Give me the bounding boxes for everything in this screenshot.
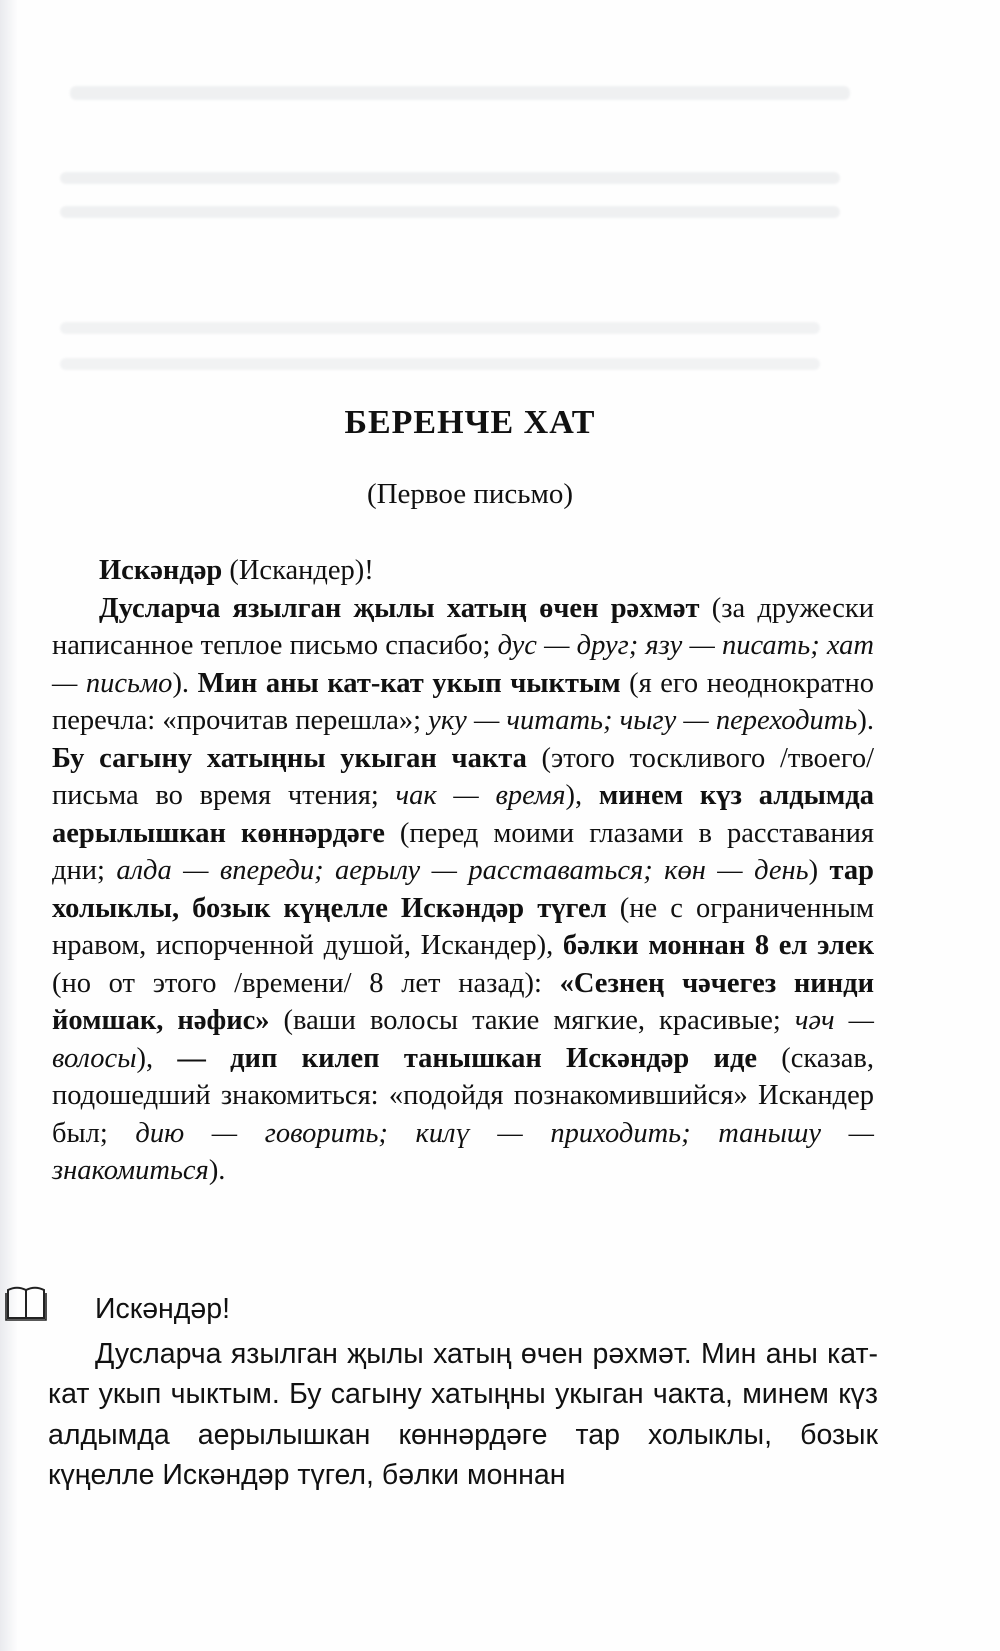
chapter-subtitle: (Первое письмо) [366,478,574,510]
vocabulary-gloss: чак — время [395,780,566,811]
translation-text: (сказав, подошедший знакомиться: «подойдя познакомившийся» Искандер был; [52,1042,874,1149]
tatar-phrase: Мин аны кат-кат укып чыктым [197,667,621,699]
translation-text: ). [857,705,874,736]
tatar-phrase: Дусларча язылган җылы хатың өчен рәхмәт [99,592,700,624]
translation-text: (ваши волосы такие мягкие, красивые; [269,1005,795,1036]
annotated-text [52,552,874,1190]
translation-text: (но от этого /времени/ 8 лет назад): [52,967,560,999]
bleed-through-line [60,322,820,334]
open-book-icon [4,1282,50,1322]
bleed-through-line [70,86,850,100]
tatar-phrase: тар холыклы, бозык күңелле Искәндәр түгел [52,855,874,924]
tatar-phrase: минем күз алдымда аерылышкан көннәрдәге [52,780,874,849]
greeting-word: Искәндәр [99,555,223,586]
reading-paragraph: Дусларча язылган җылы хатың өчен рәхмәт. Мин аны кат-кат укып чыктым. Бу сагыну хатыңны укыган чакта, минем күз алдымда аерылышкан көннәрдәге тар холыклы, бозык күңелле Искәндәр түгел, бәлки моннан [48,1337,878,1491]
vocabulary-gloss: алда — впереди; аерылу — расставаться; көн — день [116,855,809,886]
translation-text: (за дружески написанное теплое письмо спасибо; [52,592,874,661]
translation-text: ), [136,1042,178,1074]
page-gutter-shadow [0,0,18,1651]
vocabulary-gloss: дию — говорить; килү — приходить; танышу —знакомиться [52,1117,874,1186]
vocabulary-gloss: чәч — волосы [52,1005,874,1074]
lesson-greeting [52,552,874,590]
vocabulary-gloss: уку — читать; чыгу — переходить [428,705,858,736]
reading-text [48,1289,878,1496]
translation-text: (не с ограниченным нравом, испорченной душой, Искандер), [52,892,874,961]
bleed-through-line [60,358,820,370]
tatar-phrase: — дип килеп танышкан Искәндәр иде [177,1042,758,1074]
greeting-gloss: (Искандер)! [222,555,374,586]
bleed-through-line [60,206,840,218]
translation-text: ), [565,780,599,811]
vocabulary-gloss: дус — друг; язу — писать; хат — письмо [52,630,874,699]
translation-text: (этого тоскливого /твоего/ письма во время чтения; [52,742,874,811]
tatar-phrase: Бу сагыну хатыңны укыган чакта [52,742,527,774]
lesson-paragraph [52,590,874,1190]
translation-text: (я его неоднократно перечла: «прочитав перешла»; [52,667,874,736]
reading-greeting: Искәндәр! [95,1293,231,1325]
translation-text: ) [808,855,830,886]
tatar-phrase: «Сезнең чәчегез нинди йомшак, нәфис» [52,967,874,1036]
translation-text: ). [172,667,198,699]
translation-text: (перед моими глазами в расставания дни; [52,817,874,886]
chapter-title: БЕРЕНЧЕ ХАТ [344,404,596,441]
bleed-through-line [60,172,840,184]
tatar-phrase: бәлки моннан 8 ел элек [562,930,874,961]
translation-text: ). [208,1155,226,1186]
